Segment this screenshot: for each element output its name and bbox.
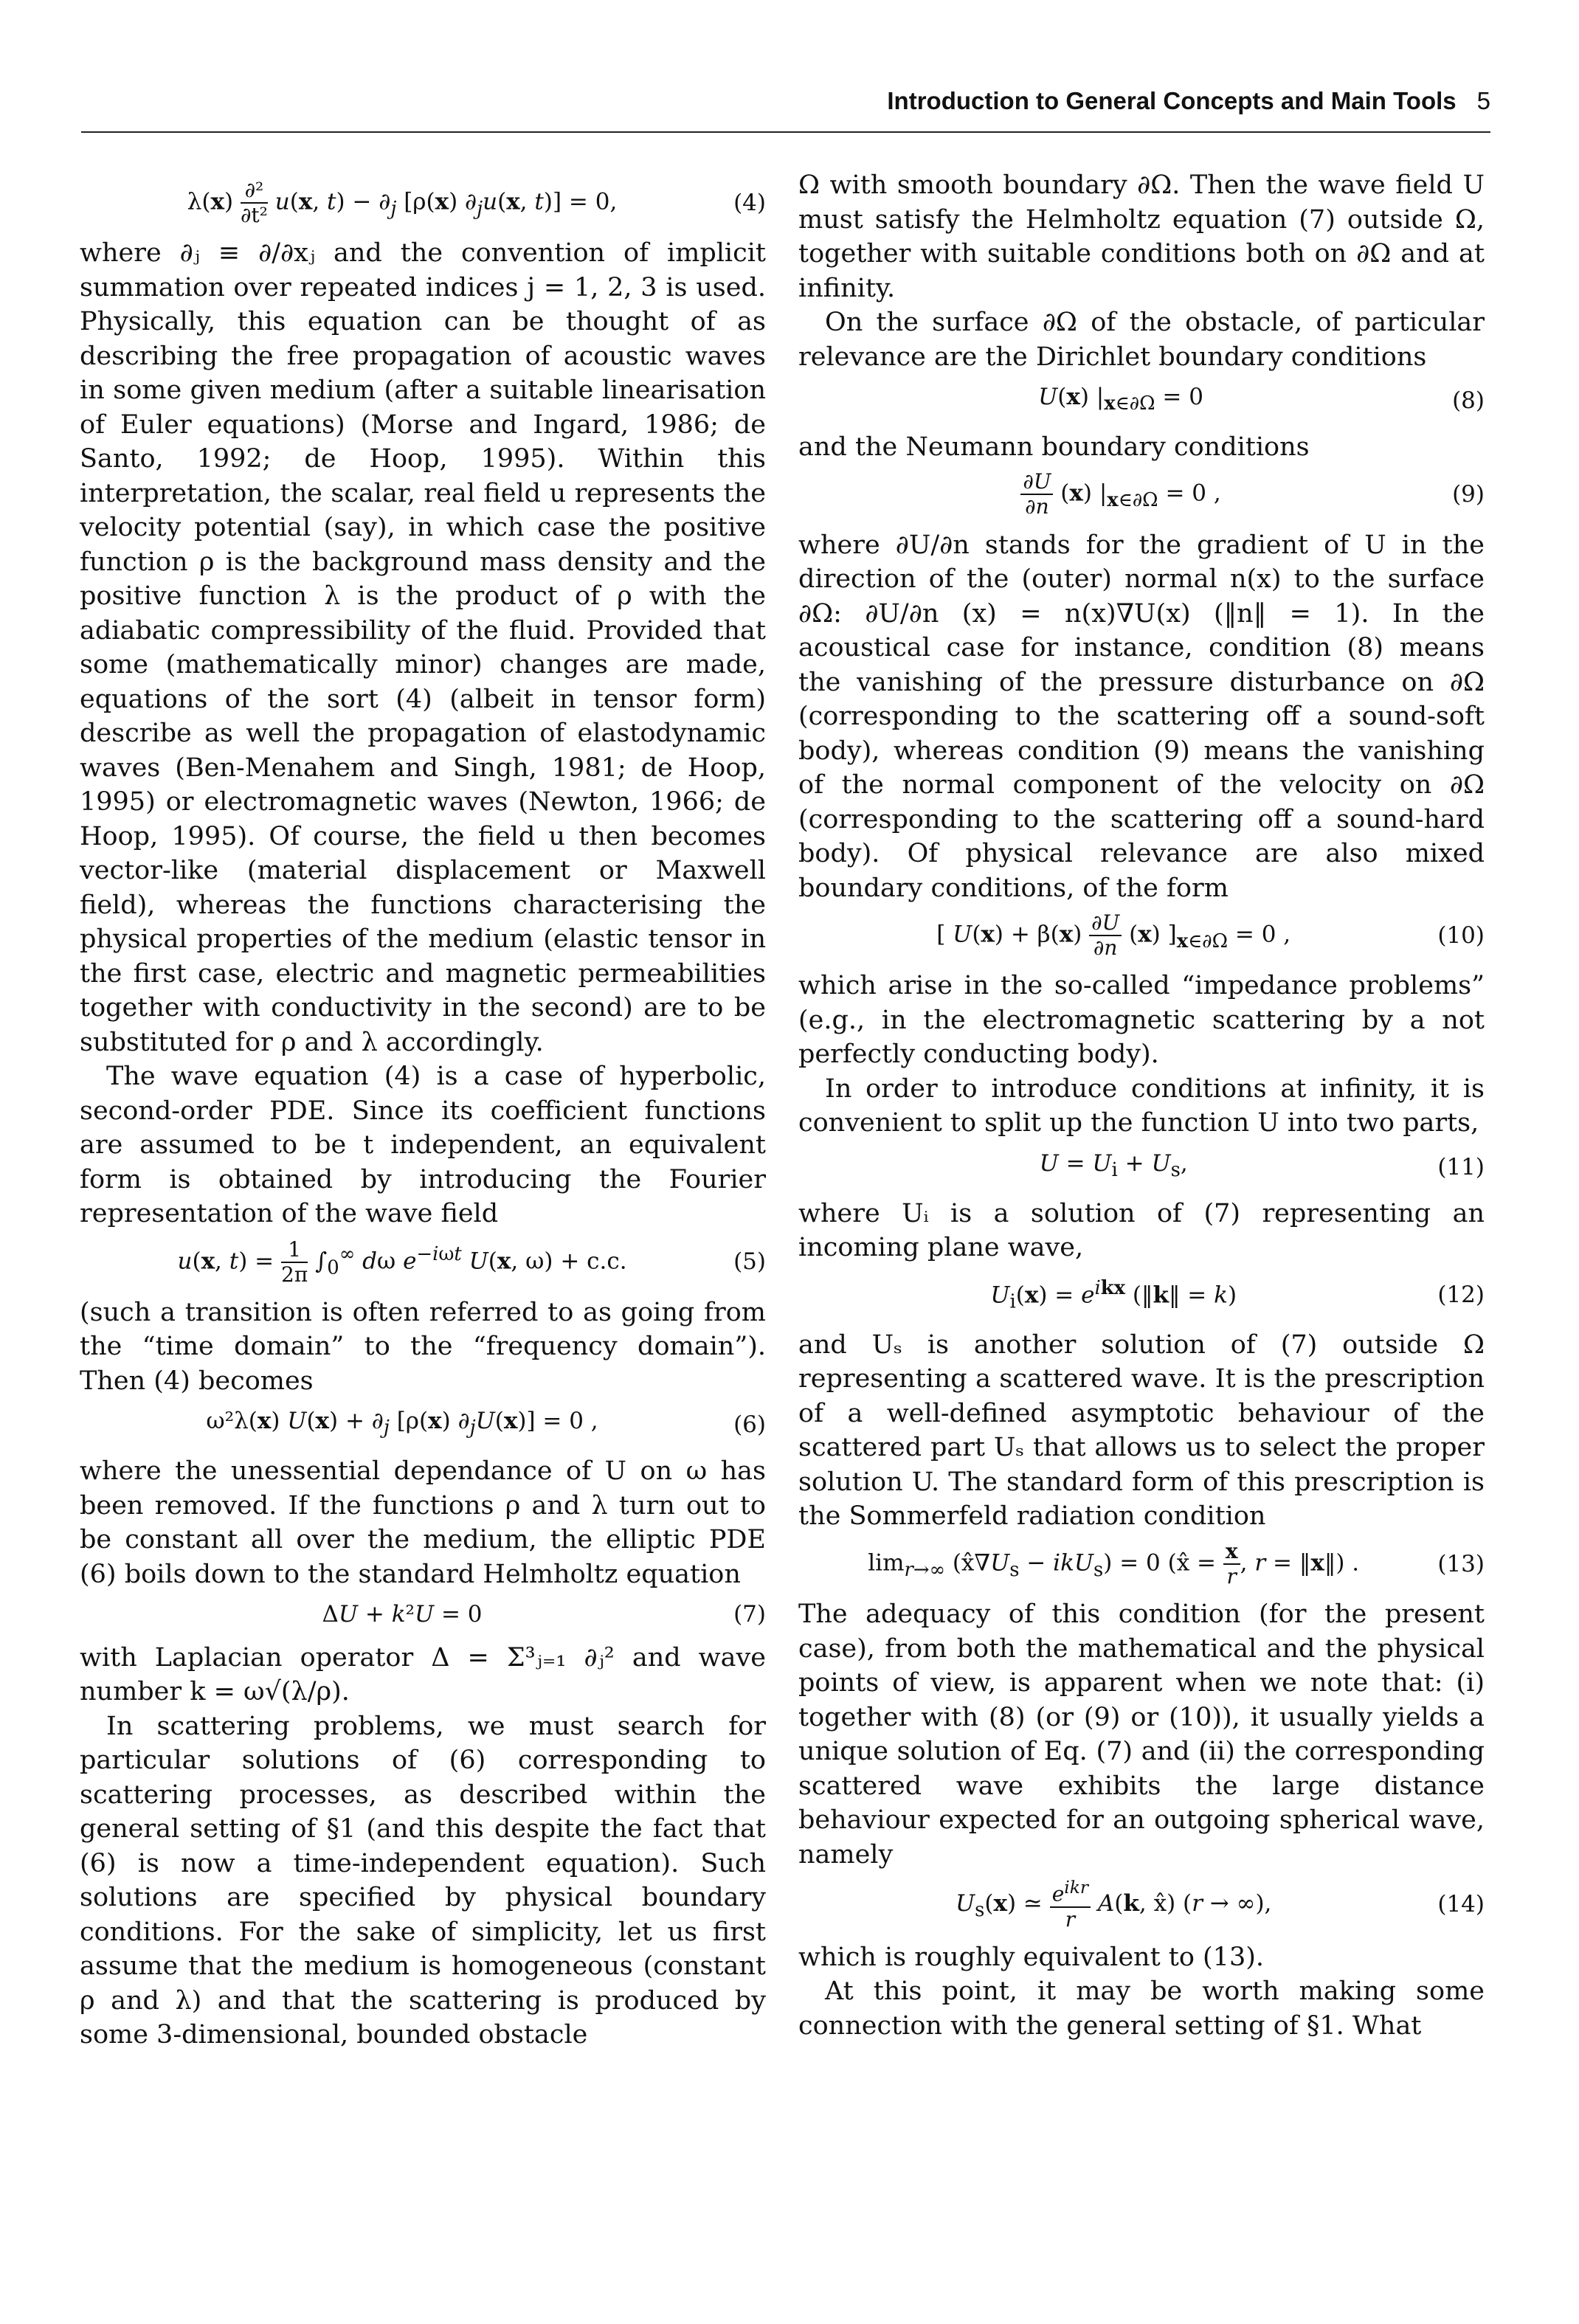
- paragraph: where Uᵢ is a solution of (7) representing an incoming plane wave,: [798, 1198, 1485, 1263]
- equation-4: [80, 179, 766, 227]
- equation-14: [798, 1878, 1485, 1932]
- paragraph: The wave equation (4) is a case of hyperbolic, second-order PDE. Since its coefficient functions are assumed to be t independent, an equivalent form is obtained by introducing the Fourier representation of the wave field: [80, 1062, 766, 1229]
- right-column: [798, 168, 1485, 2043]
- equation-10-math: [ U(x) + β(x) $\frac{\partial U}{\partial n}$ (x) ]$_{x\in\partial\Omega} = 0$ ,: [936, 910, 1291, 961]
- equation-13-number: (13): [1437, 1550, 1485, 1577]
- equation-4-math: λ(x) $\frac{\text{∂²}}{\text{∂t²}}$ u(x, $t) - \partial_j$ [ρ(x) $\partial_ju(x$, t)] = 0,: [187, 178, 618, 228]
- paragraph: and the Neumann boundary conditions: [798, 432, 1310, 462]
- equation-11-math: $U = U_i + U_s$,: [1039, 1149, 1188, 1182]
- paragraph: At this point, it may be worth making some connection with the general setting of §1. What: [798, 1977, 1485, 2041]
- equation-6: [80, 1404, 766, 1445]
- equation-6-math: ω²λ(x) $U(x) + \partial_j$ [ρ(x) $\partial_jU(x)] = 0$ ,: [206, 1408, 598, 1439]
- equation-7-number: (7): [733, 1601, 766, 1628]
- equation-13-math: $\lim_{r\to\infty}$ $(x̂\nabla U_s - ikU_s) = 0$ (x̂ = $\frac{x}{r}$ , r = ‖x‖) .: [868, 1538, 1360, 1588]
- paragraph: In order to introduce conditions at infinity, it is convenient to split up the function U into two parts,: [798, 1073, 1485, 1138]
- equation-8-math: U(x) $|_{x\in\partial\Omega} = 0$: [1038, 384, 1203, 415]
- equation-5-number: (5): [733, 1248, 766, 1276]
- equation-11-number: (11): [1437, 1153, 1485, 1180]
- left-column: [80, 168, 766, 2052]
- equation-7: [80, 1597, 766, 1632]
- equation-8-number: (8): [1452, 387, 1485, 414]
- paragraph: where the unessential dependance of U on ω has been removed. If the functions ρ and λ turn out to be constant all over the medium, the elliptic PDE (6) boils down to the standard Helmholtz equation: [80, 1456, 766, 1589]
- equation-13: [798, 1540, 1485, 1588]
- paragraph: The adequacy of this condition (for the present case), from both the mathematical and the physical points of view, is apparent when we note that: (i) together with (8) (or (9) or (10)), it usually yields a unique solution of Eq. (7) and (ii) the corresponding scattered wave exhibits the large distance behaviour expected for an outgoing spherical wave, namely: [798, 1600, 1485, 1870]
- equation-12: [798, 1271, 1485, 1319]
- paragraph: (such a transition is often referred to as going from the “time domain” to the “frequency domain”). Then (4) becomes: [80, 1297, 766, 1396]
- paragraph: In scattering problems, we must search for particular solutions of (6) corresponding to scattering processes, as described within the general setting of §1 (and this despite the fact that (6) is now a time-independent equation). Such solutions are specified by physical boundary conditions. For the sake of simplicity, let us first assume that the medium is homogeneous (constant ρ and λ) and that the scattering is produced by some 3-dimensional, bounded obstacle: [80, 1711, 766, 2050]
- paragraph: Ω with smooth boundary ∂Ω. Then the wave field U must satisfy the Helmholtz equation (7) outside Ω, together with suitable conditions both on ∂Ω and at infinity.: [798, 170, 1485, 303]
- paragraph: which is roughly equivalent to (13).: [798, 1942, 1264, 1972]
- equation-12-math: $U_i(x) = e^{ikx}$ (‖k‖ = k): [990, 1276, 1237, 1313]
- page-number: 5: [1476, 87, 1490, 114]
- equation-11: [798, 1147, 1485, 1188]
- paragraph: and Uₛ is another solution of (7) outside Ω representing a scattered wave. It is the prescription of a well-defined asymptotic behaviour of the scattered part Uₛ that allows us to select the proper solution U. The standard form of this prescription is the Sommerfeld radiation condition: [798, 1329, 1485, 1532]
- paragraph: where ∂ⱼ ≡ ∂/∂xⱼ and the convention of implicit summation over repeated indices j = 1, 2, 3 is used. Physically, this equation can be thought of as describing the free propagation of acoustic waves in some given medium (after a suitable linearisation of Euler equations) (Morse and Ingard, 1986; de Santo, 1992; de Hoop, 1995). Within this interpretation, the scalar, real field u represents the velocity potential (say), in which case the positive function ρ is the background mass density and the positive function λ is the product of ρ with the adiabatic compressibility of the fluid. Provided that some (mathematically minor) changes are made, equations of the sort (4) (albeit in tensor form) describe as well the propagation of elastodynamic waves (Ben-Menahem and Singh, 1981; de Hoop, 1995) or electromagnetic waves (Newton, 1966; de Hoop, 1995). Of course, the field u then becomes vector-like (material displacement or Maxwell field), whereas the functions characterising the physical properties of the medium (elastic tensor in the first case, electric and magnetic permeabilities together with conductivity in the second) are to be substituted for ρ and λ accordingly.: [80, 238, 766, 1057]
- equation-12-number: (12): [1437, 1281, 1485, 1308]
- equation-9-math: $\frac{\partial U}{\partial n}$ (x) $|_{x\in\partial\Omega} = 0$ ,: [798, 470, 1443, 519]
- equation-10-number: (10): [1437, 922, 1485, 949]
- equation-5-math: u(x, t) = $\frac{1}{2\pi}$ $\int_0^\infty$ dω $e^{-i\omega t}$ U(x, ω) + c.c.: [177, 1237, 627, 1287]
- equation-6-number: (6): [733, 1411, 766, 1438]
- equation-14-math: $U_s(x)$ ≃ $\frac{e^{ikr}}{r}$ A(k, x̂) (r → ∞),: [955, 1877, 1272, 1932]
- equation-8: [798, 380, 1485, 421]
- equation-9: [798, 470, 1485, 519]
- equation-9-number: (9): [1452, 481, 1485, 508]
- equation-4-number: (4): [733, 189, 766, 216]
- equation-7-math: ΔU + k²U = 0: [322, 1601, 483, 1628]
- equation-14-number: (14): [1437, 1891, 1485, 1918]
- header-title: Introduction to General Concepts and Main Tools: [887, 87, 1457, 114]
- paragraph: On the surface ∂Ω of the obstacle, of particular relevance are the Dirichlet boundary conditions: [798, 308, 1485, 372]
- equation-10: [798, 911, 1485, 960]
- running-header: [81, 87, 1490, 133]
- paragraph: with Laplacian operator Δ = Σ³ⱼ₌₁ ∂ⱼ² and wave number k = ω√(λ/ρ).: [80, 1642, 766, 1707]
- paragraph: where ∂U/∂n stands for the gradient of U in the direction of the (outer) normal n(x) to the surface ∂Ω: ∂U/∂n (x) = n(x)∇U(x) (‖n‖ = 1). In the acoustical case for instance, condition (8) means the vanishing of the pressure disturbance on ∂Ω (corresponding to the scattering off a sound-soft body), whereas condition (9) means the vanishing of the normal component of the velocity on ∂Ω (corresponding to the scattering off a sound-hard body). Of physical relevance are also mixed boundary conditions, of the form: [798, 530, 1485, 903]
- equation-5: [80, 1237, 766, 1287]
- paragraph: which arise in the so-called “impedance problems” (e.g., in the electromagnetic scattering by a not perfectly conducting body).: [798, 971, 1485, 1070]
